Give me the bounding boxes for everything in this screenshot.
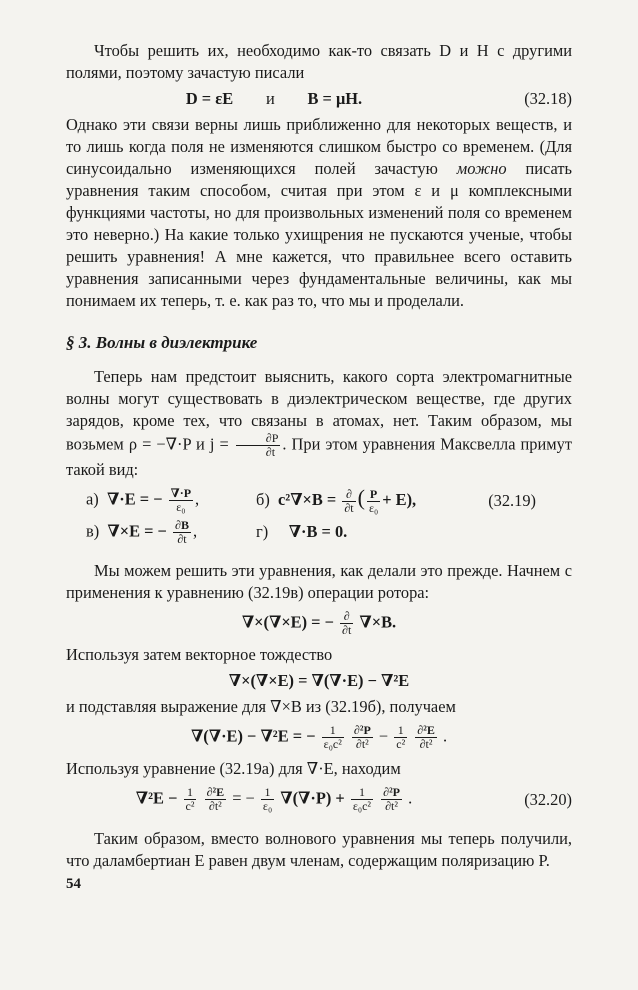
numerator: ∂B	[175, 517, 189, 532]
tail: + E),	[382, 490, 417, 509]
label: в)	[86, 521, 100, 540]
fraction	[236, 432, 281, 459]
numerator: 1	[322, 724, 344, 738]
tail: .	[408, 788, 413, 808]
denominator: ε₀c²	[352, 799, 372, 814]
denominator: ∂t	[342, 623, 352, 638]
numerator: 1	[351, 786, 373, 800]
denominator: ∂t²	[385, 799, 398, 814]
fraction	[381, 786, 402, 813]
identity: ∇×(∇×E) = ∇(∇·E) − ∇²E	[228, 670, 410, 690]
fraction	[394, 724, 407, 751]
denominator: ε₀	[368, 500, 379, 515]
paragraph-text: Однако эти связи верны лишь приближенно для некоторых веществ, и то лишь когда поля не изменяются слишком быстро со временем. (Для синусоидально изменяющихся полей зачастую	[66, 115, 572, 178]
fraction	[322, 724, 344, 751]
paragraph: и подставляя выражение для ∇×B из (32.19б), получаем	[66, 696, 456, 716]
operator: −	[378, 726, 389, 746]
equation-rotor	[66, 604, 572, 644]
lhs: ∇×(∇×E) = −	[241, 612, 334, 632]
denominator: ε₀c²	[323, 737, 342, 752]
tail: ,	[195, 489, 200, 509]
numerator: P	[367, 488, 380, 502]
tail: .	[442, 726, 448, 746]
fraction	[351, 786, 373, 813]
fraction	[261, 786, 274, 813]
page-number: 54	[66, 876, 81, 892]
denominator: ∂t²	[355, 737, 369, 752]
label: б)	[256, 490, 270, 509]
denominator: ∂t	[344, 500, 354, 515]
lhs: ∇×E = −	[107, 521, 167, 540]
equation-part: B = μH.	[307, 89, 363, 108]
fraction	[342, 488, 355, 515]
paragraph	[66, 114, 572, 312]
numerator: 1	[184, 786, 197, 800]
paragraph-text: Теперь нам предстоит выяснить, какого сорта электромагнитные волны могут существовать в диэлектрическом веществе, где других зарядов, кроме тех, что связаны в атомах, нет. Таким образом, мы возьмем ρ = −∇·P и j =	[66, 367, 572, 454]
term: ∇(∇·P) +	[280, 788, 345, 808]
numerator: ∂P	[236, 432, 281, 446]
label: г)	[256, 522, 269, 542]
lhs: c²∇×B =	[278, 490, 337, 509]
equation-part: D = εE	[185, 89, 234, 108]
numerator: ∂²E	[417, 723, 435, 738]
numerator: ∂²E	[206, 785, 225, 800]
paragraph: Используя затем векторное тождество	[66, 644, 333, 664]
equation-b	[256, 487, 446, 515]
equation-identity	[66, 666, 572, 696]
operator: = −	[232, 788, 255, 808]
equation-a	[86, 487, 256, 514]
equation-number: (32.19)	[488, 490, 536, 510]
label: а)	[86, 489, 99, 509]
lhs: ∇·E = −	[106, 489, 163, 509]
lhs: ∇²E −	[135, 788, 178, 808]
paragraph: Используя уравнение (32.19а) для ∇·E, находим	[66, 758, 401, 778]
denominator: c²	[185, 799, 195, 814]
equation-number: (32.18)	[524, 89, 572, 108]
numerator: 1	[394, 724, 407, 738]
fraction	[367, 488, 380, 515]
equation-substitution	[66, 718, 572, 758]
tail: ,	[192, 521, 198, 540]
emphasis: можно	[456, 159, 507, 178]
paragraph: Мы можем решить эти уравнения, как делали это прежде. Начнем с применения к уравнению (32.19в) операции ротора:	[66, 560, 572, 602]
numerator: 1	[261, 786, 274, 800]
denominator: ∂t²	[419, 737, 433, 752]
paragraph: Чтобы решить их, необходимо как-то связать D и H с другими полями, поэтому зачастую писали	[66, 41, 572, 82]
paragraph	[66, 366, 572, 481]
fraction	[205, 786, 227, 813]
numerator: ∂²P	[353, 723, 371, 738]
rhs: ∇·B = 0.	[288, 522, 348, 542]
denominator: c²	[396, 737, 406, 752]
equation-32-18	[66, 84, 572, 114]
equation-c	[86, 519, 256, 546]
numerator: ∂	[342, 488, 355, 502]
denominator: ∂t	[265, 445, 276, 459]
page-content	[66, 40, 572, 872]
section-heading: § 3. Волны в диэлектрике	[66, 333, 258, 352]
equation-number: (32.20)	[524, 789, 572, 809]
fraction	[415, 724, 437, 751]
rhs: ∇×B.	[359, 612, 397, 632]
paragraph: Таким образом, вместо волнового уравнения мы теперь получили, что даламбертиан E равен двум членам, содержащим поляризацию P.	[66, 828, 572, 870]
paren: (	[357, 485, 365, 510]
paragraph-text: . При этом уравнения Максвелла примут такой вид:	[66, 434, 573, 479]
fraction	[169, 487, 193, 514]
denominator: ∂t²	[208, 799, 222, 814]
equation-32-20	[66, 780, 572, 820]
lhs: ∇(∇·E) − ∇²E = −	[190, 726, 316, 746]
equation-d	[256, 521, 446, 543]
denominator: ε₀	[262, 799, 273, 814]
numerator: ∇·P	[170, 486, 192, 501]
equation-part: и	[265, 89, 275, 108]
denominator: ∂t	[177, 531, 187, 546]
fraction	[340, 610, 353, 637]
paragraph-text: писать уравнения таким способом, считая при этом ε и μ комплексными функциями частоты, но для произвольных изменений поля со временем это неверно.) На какие только ухищрения не пускаются ученые, чтобы решить уравнения! А мне кажется, что правильнее всего оставить уравнения записанными через фундаментальные величины, как мы понимаем их теперь, т. е. как раз то, что мы и проделали.	[66, 159, 572, 310]
fraction	[184, 786, 197, 813]
numerator: ∂²P	[383, 785, 400, 800]
numerator: ∂	[340, 610, 353, 624]
fraction	[173, 519, 191, 546]
equation-system-32-19	[86, 487, 572, 546]
fraction	[352, 724, 373, 751]
denominator: ε₀	[176, 500, 186, 515]
